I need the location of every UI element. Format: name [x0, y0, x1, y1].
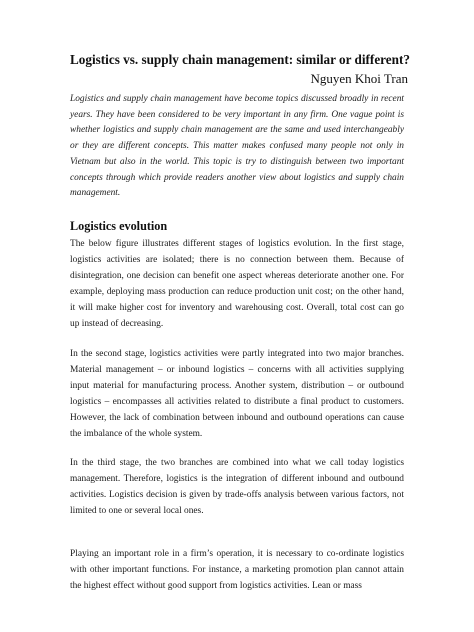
- author-name: Nguyen Khoi Tran: [310, 71, 408, 86]
- body-paragraph-2: In the second stage, logistics activities were partly integrated into two major branches. Material management – or inbound logistics – concerns with all activities supplying input material for manufacturing process. Another system, distribution – or outbound logistics – encompasses all activities related to distribute a final product to customers. However, the lack of combination between inbound and outbound operations can cause the imbalance of the whole system.: [70, 349, 404, 439]
- abstract-paragraph: Logistics and supply chain management have become topics discussed broadly in recent years. They have been considered to be very important in any firm. One vague point is whether logistics and supply chain management are the same and used interchangeably or they are different concepts. This matter makes confused many people not only in Vietnam but also in the world. This topic is try to distinguish between two important concepts through which provide readers another view about logistics and supply chain management.: [70, 94, 404, 199]
- document-title: Logistics vs. supply chain management: similar or different?: [70, 52, 410, 67]
- body-paragraph-3: In the third stage, the two branches are combined into what we call today logistics management. Therefore, logistics is the integration of different inbound and outbound activities. Logistics decision is given by trade-offs analysis between various factors, not limited to one or several local ones.: [70, 458, 404, 516]
- body-paragraph-1: The below figure illustrates different stages of logistics evolution. In the first stage, logistics activities are isolated; there is no connection between them. Because of disintegration, one decision can benefit one aspect whereas deteriorate another one. For example, deploying mass production can reduce production unit cost; on the other hand, it will make higher cost for inventory and warehousing cost. Overall, total cost can go up instead of decreasing.: [70, 239, 404, 329]
- body-paragraph-4: Playing an important role in a firm’s operation, it is necessary to co-ordinate logistics with other important functions. For instance, a marketing promotion plan cannot attain the highest effect without good support from logistics activities. Lean or mass: [70, 549, 404, 591]
- section-heading: Logistics evolution: [70, 219, 168, 233]
